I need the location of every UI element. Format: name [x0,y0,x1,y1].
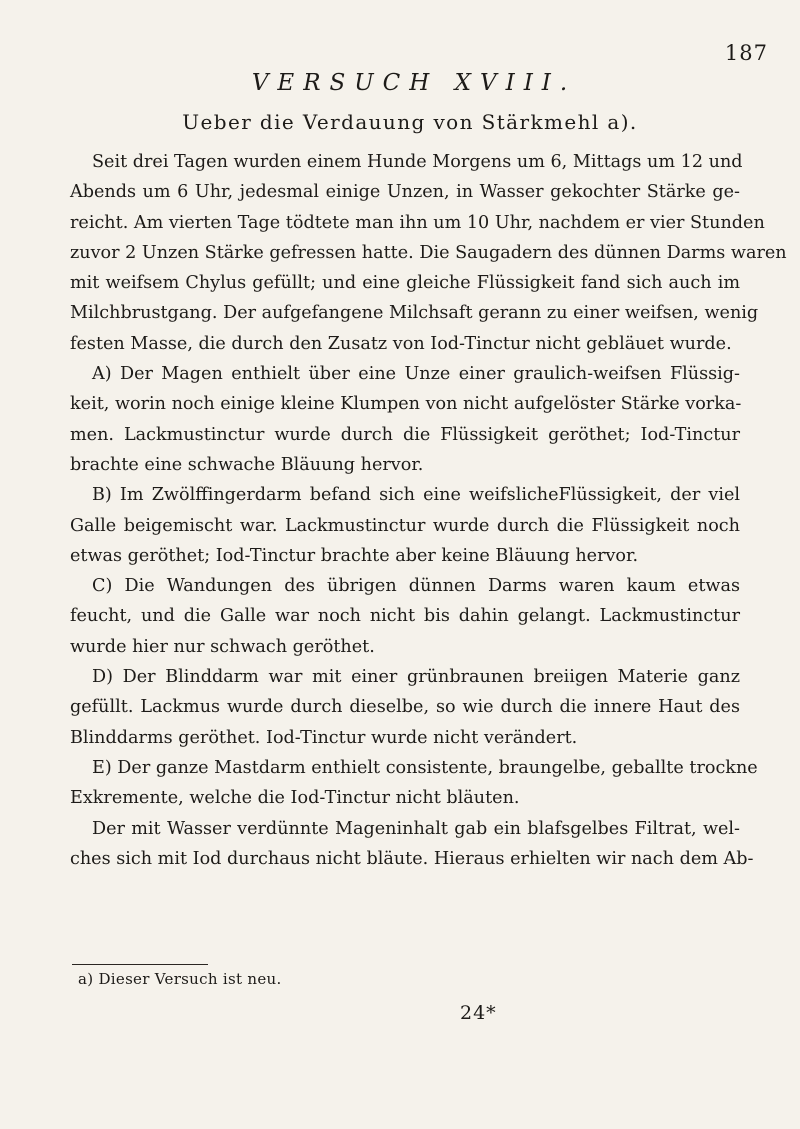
text-line: mit weifsem Chylus gefüllt; und eine gleiche Flüssigkeit fand sich auch im [70,273,740,294]
text-line: festen Masse, die durch den Zusatz von Iod-Tinctur nicht gebläuet wurde. [70,333,732,354]
body-text [70,147,787,874]
footnote-rule [72,964,208,965]
text-line: Galle beigemischt war. Lackmustinctur wurde durch die Flüssigkeit noch [70,515,740,536]
text-line: Exkremente, welche die Iod-Tinctur nicht bläuten. [70,788,520,809]
text-line: reicht. Am vierten Tage tödtete man ihn um 10 Uhr, nachdem er vier Stunden [70,212,765,233]
text-line: wurde hier nur schwach geröthet. [70,636,375,657]
text-line: Der mit Wasser verdünnte Mageninhalt gab ein blafsgelbes Filtrat, wel- [92,818,740,839]
text-line: brachte eine schwache Bläuung hervor. [70,454,424,475]
text-line: feucht, und die Galle war noch nicht bis dahin gelangt. Lackmustinctur [70,606,740,627]
text-line: B) Im Zwölffingerdarm befand sich eine weifslicheFlüssigkeit, der viel [92,485,740,506]
text-line: Milchbrustgang. Der aufgefangene Milchsaft gerann zu einer weifsen, wenig [70,303,759,324]
text-line: keit, worin noch einige kleine Klumpen von nicht aufgelöster Stärke vorka- [70,394,742,415]
experiment-subheading: Ueber die Verdauung von Stärkmehl a). [182,110,638,134]
signature-mark: 24* [460,1002,497,1024]
text-line: Seit drei Tagen wurden einem Hunde Morgens um 6, Mittags um 12 und [92,152,743,172]
text-line: etwas geröthet; Iod-Tinctur brachte aber keine Bläuung hervor. [70,545,639,566]
text-line: zuvor 2 Unzen Stärke gefressen hatte. Die Saugadern des dünnen Darms waren [70,242,787,263]
text-line: ches sich mit Iod durchaus nicht bläute. Hieraus erhielten wir nach dem Ab- [70,848,754,869]
experiment-heading: VERSUCH XVIII. [251,70,577,96]
text-line: gefüllt. Lackmus wurde durch dieselbe, so wie durch die innere Haut des [70,697,740,718]
page-number: 187 [724,41,768,65]
text-line: D) Der Blinddarm war mit einer grünbraunen breiigen Materie ganz [92,667,740,688]
text-line: A) Der Magen enthielt über eine Unze einer graulich-weifsen Flüssig- [92,364,740,385]
text-line: C) Die Wandungen des übrigen dünnen Darms waren kaum etwas [92,576,740,597]
text-line: E) Der ganze Mastdarm enthielt consistente, braungelbe, geballte trockne [92,757,758,778]
footnote: a) Dieser Versuch ist neu. [78,970,282,988]
text-line: Abends um 6 Uhr, jedesmal einige Unzen, in Wasser gekochter Stärke ge- [70,182,740,203]
text-line: Blinddarms geröthet. Iod-Tinctur wurde nicht verändert. [70,727,578,748]
text-line: men. Lackmustinctur wurde durch die Flüssigkeit geröthet; Iod-Tinctur [70,424,740,445]
